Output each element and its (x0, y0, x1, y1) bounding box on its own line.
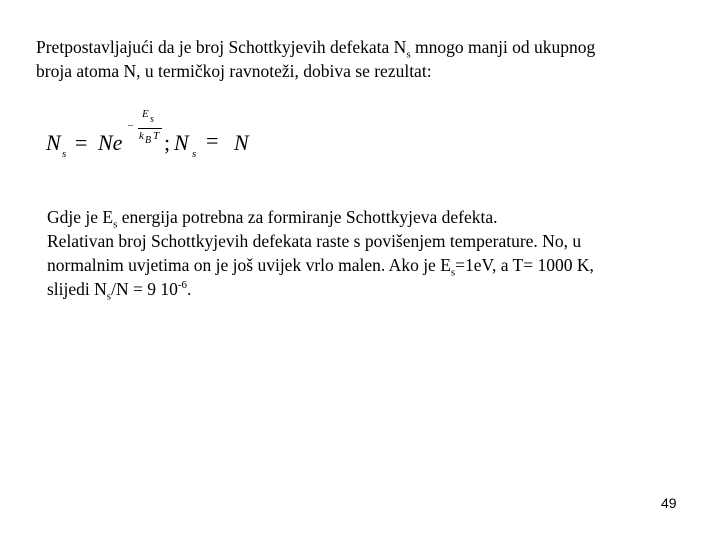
body-line-4-end: . (187, 279, 192, 299)
intro-subscript: s (406, 48, 411, 61)
body-line-3 (47, 253, 594, 277)
formula-exponent-T: T (153, 130, 160, 142)
body-line-4-subscript: s (106, 290, 112, 303)
intro-line-1-end: mnogo manji od ukupnog (410, 37, 596, 57)
body-line-1-start: Gdje je E (47, 207, 114, 227)
formula-equals: = (75, 130, 88, 155)
formula-rhs-value: N (234, 130, 249, 155)
formula-exponent-numerator: E (142, 108, 149, 120)
body-line-1 (47, 205, 594, 229)
formula-exponent-k: k (139, 130, 144, 142)
intro-line-1-start: Pretpostavljajući da je broj Schottkyjevih defekata N (36, 37, 407, 57)
formula-lhs-subscript: s (62, 148, 67, 160)
formula-exponent-minus: – (128, 120, 133, 131)
formula-exponent-numerator-sub: s (150, 114, 154, 125)
explanation-paragraph (47, 205, 594, 301)
body-line-4-middle: /N = 9 10 (111, 279, 178, 299)
formula-fraction-bar (138, 128, 162, 129)
body-line-4 (47, 277, 594, 301)
formula-exponent-k-sub: B (145, 135, 152, 146)
formula-rhs-relation: = (206, 128, 219, 153)
body-line-3-end: =1eV, a T= 1000 K, (455, 255, 594, 275)
body-line-2: Relativan broj Schottkyjevih defekata raste s povišenjem temperature. No, u (47, 231, 582, 251)
intro-paragraph (36, 35, 595, 83)
formula-rhs-subscript: s (192, 148, 197, 160)
formula-semicolon: ; (164, 130, 171, 155)
body-line-3-start: normalnim uvjetima on je još uvijek vrlo malen. Ako je E (47, 255, 451, 275)
body-line-1-end: energija potrebna za formiranje Schottkyjeva defekta. (117, 207, 498, 227)
body-line-3-subscript: s (450, 266, 456, 279)
intro-line-1 (36, 35, 595, 59)
body-line-1-subscript: s (113, 218, 118, 231)
body-line-4-start: slijedi N (47, 279, 107, 299)
formula-rhs-symbol: N (174, 130, 189, 155)
page-number: 49 (661, 495, 677, 511)
schottky-formula (46, 108, 306, 178)
formula-base: Ne (98, 130, 123, 155)
intro-line-2: broja atoma N, u termičkoj ravnoteži, dobiva se rezultat: (36, 61, 432, 81)
formula-lhs-symbol: N (46, 130, 61, 155)
body-line-4-superscript: -6 (177, 279, 187, 292)
